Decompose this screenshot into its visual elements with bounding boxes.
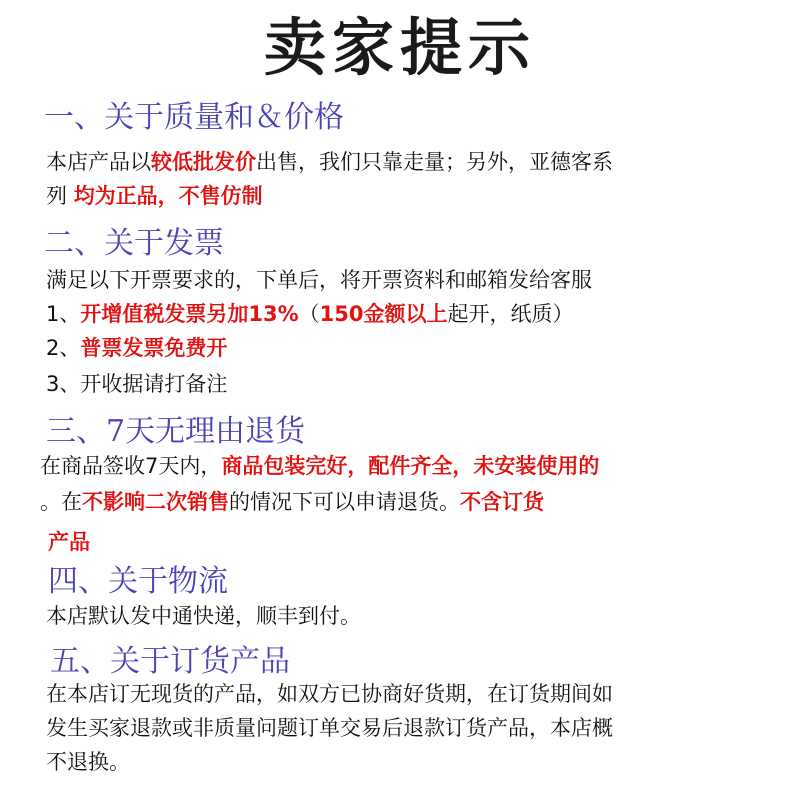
section-2-line-1 xyxy=(46,264,592,294)
highlight-segment: 开增值税发票另加13% xyxy=(80,302,299,326)
section-2-line-3 xyxy=(46,332,227,362)
text-segment: 满足以下开票要求的，下单后，将开票资料和邮箱发给客服 xyxy=(46,268,592,292)
highlight-segment: 不含订货 xyxy=(460,490,544,514)
page-title: 卖家提示 xyxy=(263,11,536,84)
section-2-line-2 xyxy=(46,298,573,328)
text-segment: 出售，我们只靠走量；另外，亚德客系 xyxy=(256,150,613,174)
text-segment: 在商品签收7天内， xyxy=(40,454,222,478)
highlight-segment: 150金额以上 xyxy=(319,302,448,326)
text-segment: 2、 xyxy=(46,336,81,360)
section-1-line-1 xyxy=(46,146,613,176)
section-5-line-3 xyxy=(46,746,130,776)
text-segment: 本店产品以 xyxy=(46,150,151,174)
text-segment: 起开，纸质） xyxy=(447,302,574,326)
section-5-heading: 五、关于订货产品 xyxy=(50,644,290,679)
text-segment: （ xyxy=(298,302,320,326)
section-2-line-4 xyxy=(46,368,227,398)
text-segment: 在本店订无现货的产品，如双方已协商好货期，在订货期间如 xyxy=(46,682,613,706)
section-4-line-1 xyxy=(46,600,361,630)
highlight-segment: 商品包装完好，配件齐全，未安装使用的 xyxy=(221,454,600,478)
text-segment: 发生买家退款或非质量问题订单交易后退款订货产品，本店概 xyxy=(46,716,613,740)
section-3-line-2 xyxy=(40,486,544,516)
section-1-line-2 xyxy=(46,180,263,210)
text-segment: 1、 xyxy=(46,302,81,326)
section-3-line-3 xyxy=(48,526,90,556)
highlight-segment: 普票发票免费开 xyxy=(80,336,228,360)
section-4-heading: 四、关于物流 xyxy=(48,564,228,599)
text-segment: 列 xyxy=(46,184,74,208)
highlight-segment: 产品 xyxy=(48,530,90,554)
section-3-line-1 xyxy=(40,450,599,480)
section-5-line-1 xyxy=(46,678,613,708)
section-1-heading: 一、关于质量和＆价格 xyxy=(44,100,344,135)
section-2-heading: 二、关于发票 xyxy=(44,226,224,261)
text-segment: 3、开收据请打备注 xyxy=(46,372,228,396)
highlight-segment: 不影响二次销售 xyxy=(82,490,229,514)
text-segment: 的情况下可以申请退货。 xyxy=(229,490,460,514)
section-3-heading: 三、7天无理由退货 xyxy=(46,414,306,449)
highlight-segment: 较低批发价 xyxy=(151,150,256,174)
text-segment: 不退换。 xyxy=(46,750,130,774)
text-segment: 。在 xyxy=(40,490,82,514)
text-segment: 本店默认发中通快递，顺丰到付。 xyxy=(46,604,361,628)
section-5-line-2 xyxy=(46,712,613,742)
highlight-segment: 均为正品，不售仿制 xyxy=(73,184,263,208)
